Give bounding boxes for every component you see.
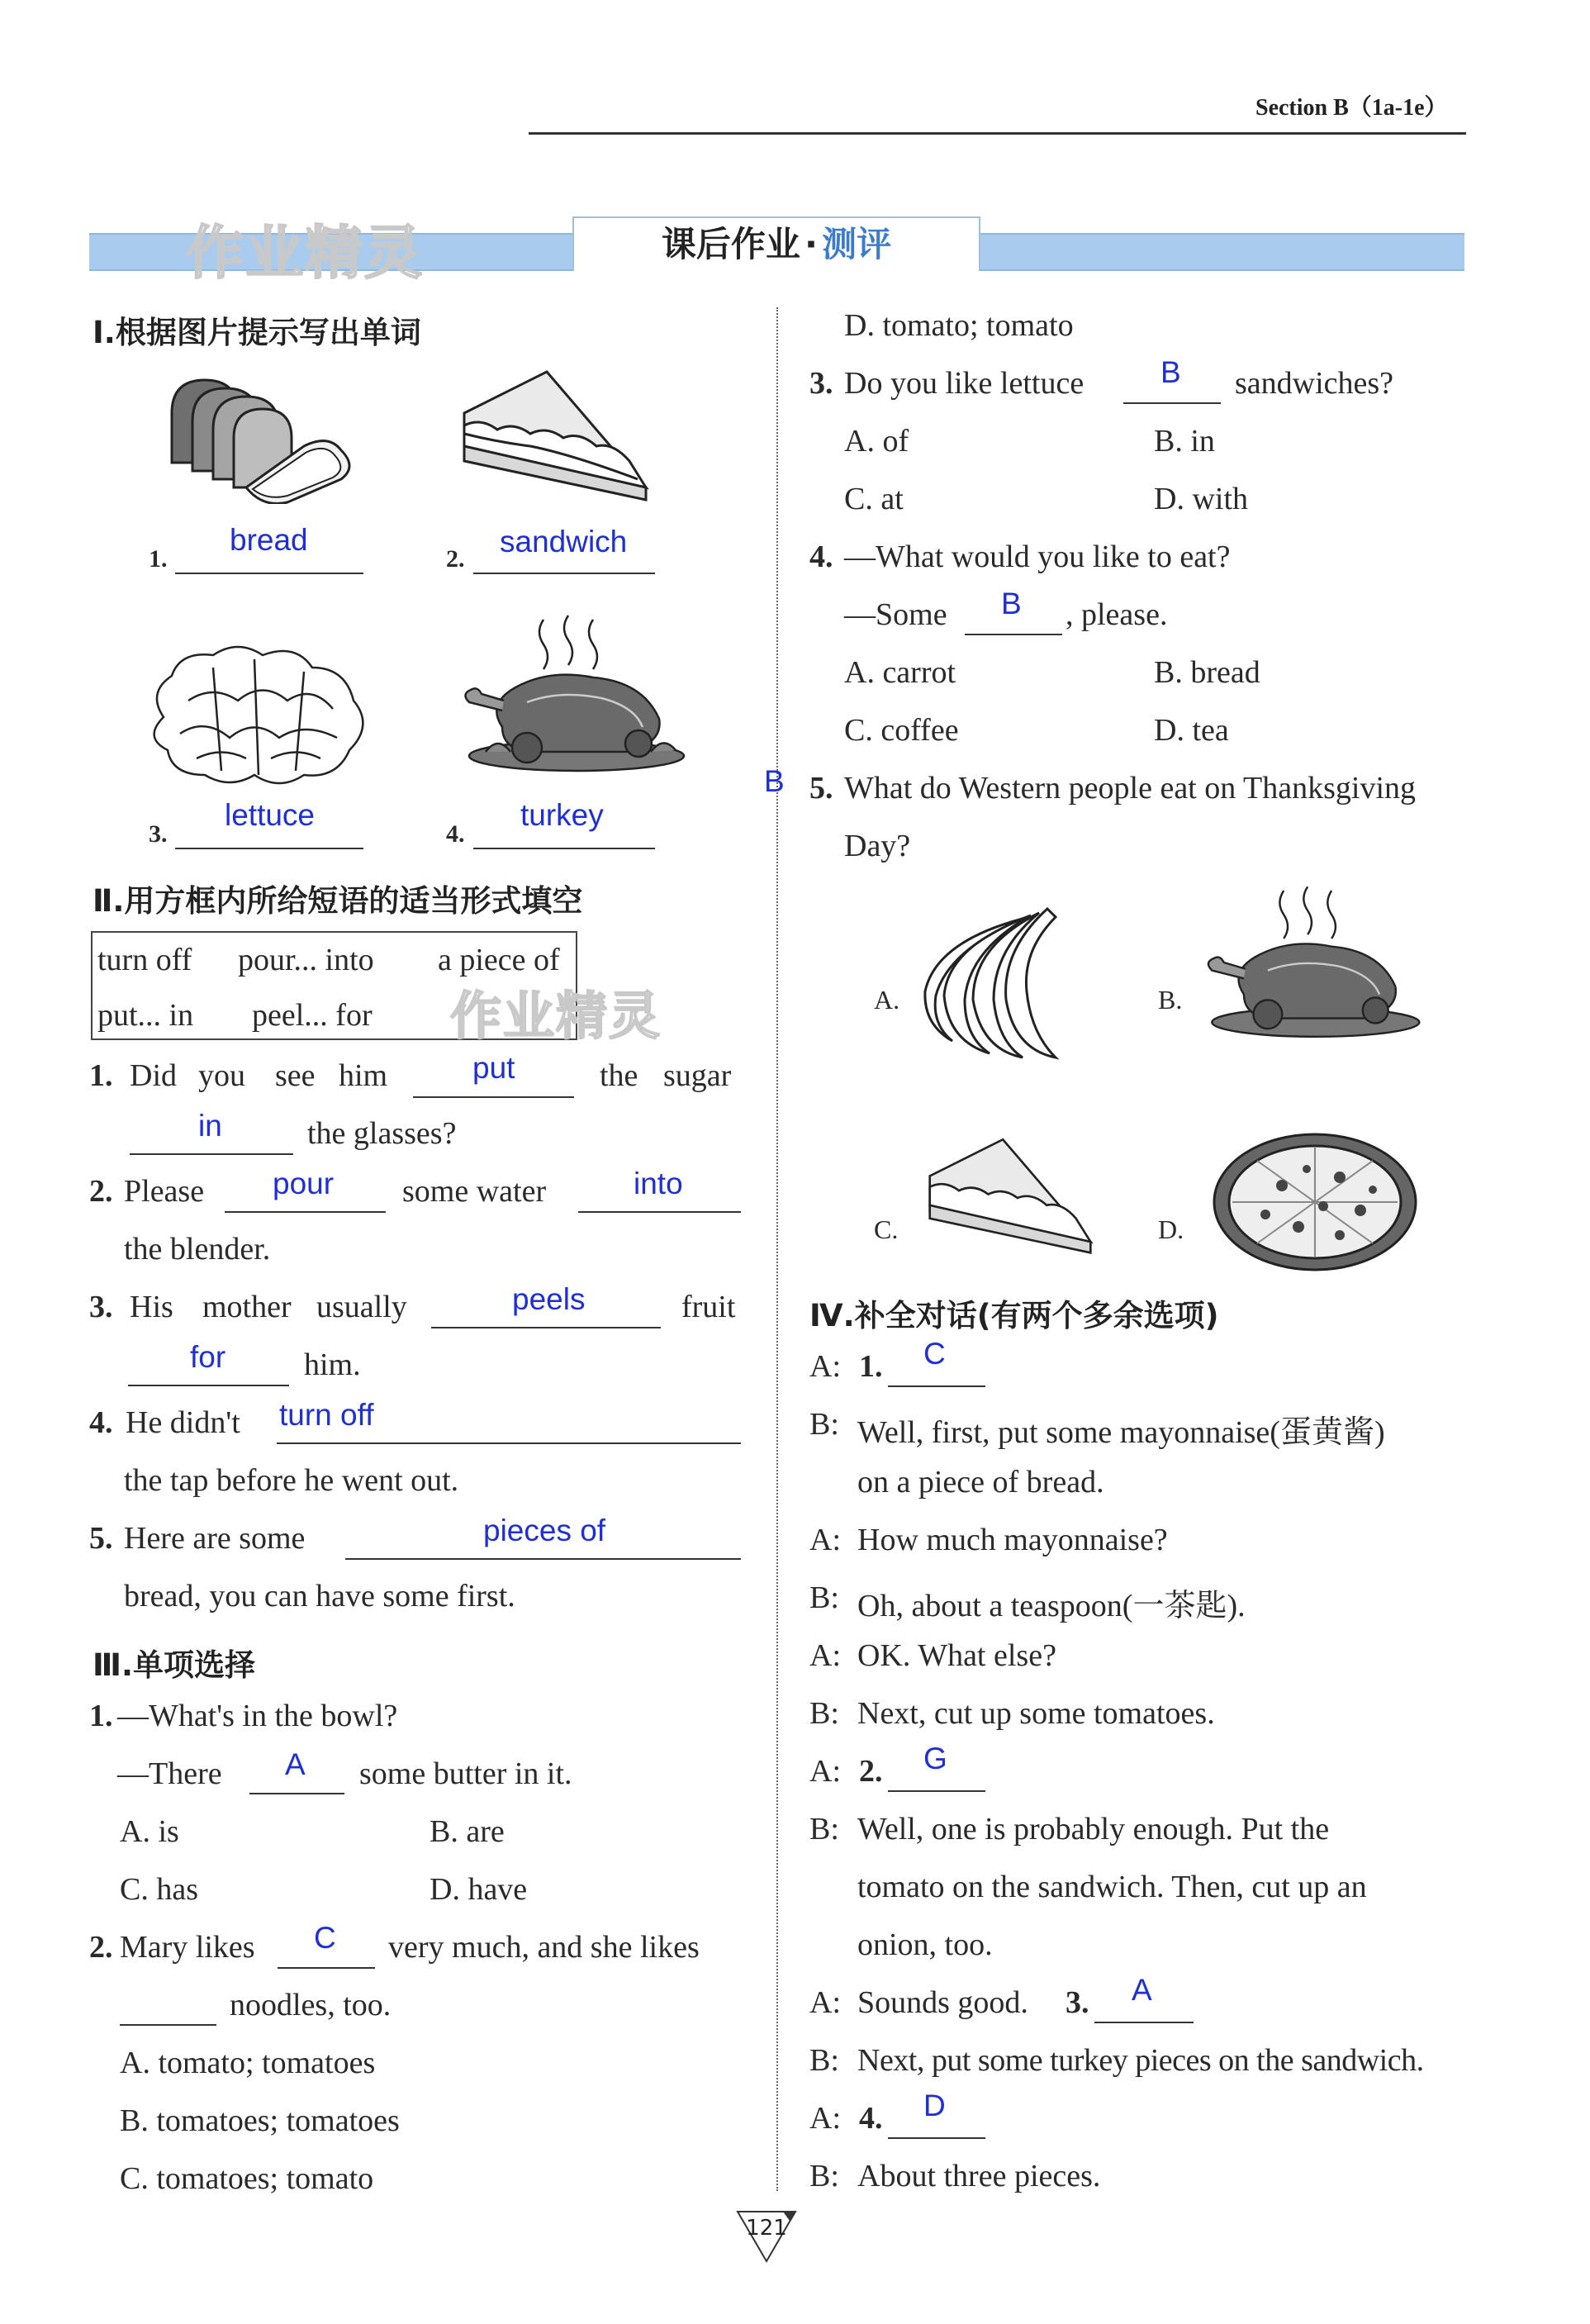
sandwich-option-icon [915,1132,1105,1264]
p3-q5-opt-d[interactable]: D. [1158,1214,1184,1244]
d14-num: 4. [859,2101,883,2136]
p3-q4-blank[interactable] [965,634,1062,635]
d3-text: on a piece of bread. [857,1465,1104,1499]
p2-q1-w7: the glasses? [307,1116,457,1151]
p3-q3-opt-b[interactable]: B. in [1154,424,1215,459]
p2-q2-blank1[interactable] [225,1211,386,1213]
p3-q3-blank[interactable] [1123,402,1221,404]
d9-text: Well, one is probably enough. Put the [857,1812,1330,1846]
p2-q5-w2: bread, you can have some first. [124,1579,515,1613]
p1-answer-1: bread [230,523,308,557]
p2-q1-w6: sugar [663,1058,732,1093]
p2-q3-w5: him. [304,1347,361,1382]
d1-blank[interactable] [888,1385,985,1387]
d12-num: 3. [1066,1985,1089,2020]
p3-q2-line2: noodles, too. [230,1988,392,2022]
p2-q3-w1: His [130,1290,173,1324]
page-number: 121 [746,2216,787,2241]
d5-speaker: B: [809,1580,839,1615]
p2-q4-w1: He didn't [126,1405,240,1440]
p3-q4-answer: B [1001,587,1022,620]
d6-speaker: A: [809,1638,841,1673]
p1-answer-4: turkey [520,798,604,832]
p3-q3-opt-a[interactable]: A. of [844,424,909,459]
p3-q4-opt-d[interactable]: D. tea [1154,713,1229,748]
phrase-put-in: put... in [97,998,194,1033]
p3-q4-opt-b[interactable]: B. bread [1154,655,1260,690]
d14-answer: D [923,2089,946,2122]
p2-q3-blank1[interactable] [431,1327,661,1328]
p3-q2-num: 2. [89,1930,113,1965]
p3-q2-blank1[interactable] [278,1967,375,1969]
d13-speaker: B: [809,2043,839,2078]
phrase-turn-off: turn off [97,943,192,977]
d2-text: Well, first, put some mayonnaise(蛋黄酱) [857,1415,1385,1450]
p2-q3-answer2: for [190,1340,226,1374]
p3-q2-answer: C [314,1921,336,1955]
d12-speaker: A: [809,1985,841,2020]
banner-dot: · [804,224,818,264]
p2-q5-num: 5. [89,1521,113,1556]
p3-q1-post: some butter in it. [359,1756,572,1791]
part1-title: Ⅰ.根据图片提示写出单词 [93,315,421,350]
section-header: Section B（1a-1e） [1255,95,1448,121]
p2-q1-w5: the [600,1058,638,1093]
d2-speaker: B: [809,1407,839,1442]
turkey-icon [453,611,692,777]
p3-q1-opt-a[interactable]: A. is [120,1814,179,1849]
p3-q1-line1: —What's in the bowl? [117,1699,398,1733]
p1-answer-3: lettuce [225,798,316,832]
p2-q1-w2: you [198,1058,245,1093]
d1-answer: C [923,1337,946,1371]
box-watermark: 作业精灵 [450,986,662,1046]
banner-title: 课后作业 [661,224,800,264]
p2-q1-answer2: in [198,1109,222,1143]
d1-num: 1. [859,1349,883,1384]
p3-q5-opt-b[interactable]: B. [1158,985,1183,1015]
phrase-peel-for: peel... for [252,998,373,1033]
d15-text: About three pieces. [857,2159,1101,2193]
p2-q2-num: 2. [89,1174,113,1209]
p3-q2-post: very much, and she likes [388,1930,700,1965]
p1-num-4: 4. [446,820,465,848]
part4-title: Ⅳ.补全对话(有两个多余选项) [809,1298,1219,1333]
p3-q2-opt-b[interactable]: B. tomatoes; tomatoes [120,2103,400,2138]
d4-speaker: A: [809,1523,841,1557]
p2-q4-num: 4. [89,1405,113,1440]
p3-q3-num: 3. [809,366,833,401]
p2-q4-answer: turn off [279,1398,374,1432]
banner-subtitle: 测评 [822,224,892,264]
p1-num-1: 1. [149,545,168,573]
d8-speaker: A: [809,1754,841,1789]
p2-q2-w2: some water [402,1174,547,1209]
p2-q1-w1: Did [130,1058,177,1093]
d12-blank[interactable] [1094,2022,1194,2023]
p2-q2-answer2: into [634,1167,683,1200]
d7-text: Next, cut up some tomatoes. [857,1696,1215,1731]
p3-q3-post: sandwiches? [1235,366,1394,401]
p1-num-3: 3. [149,820,168,848]
p3-q5-opt-c[interactable]: C. [874,1214,899,1244]
p3-q2-blank2[interactable] [120,2024,216,2026]
p3-q5-line1: What do Western people eat on Thanksgiving [844,771,1417,806]
p2-q1-num: 1. [89,1058,113,1093]
d12-text: Sounds good. [857,1985,1028,2020]
p3-q2-opt-c[interactable]: C. tomatoes; tomato [120,2161,374,2196]
pizza-icon [1208,1128,1422,1276]
p2-q5-answer: pieces of [483,1514,606,1547]
part2-title: Ⅱ.用方框内所给短语的适当形式填空 [93,883,583,919]
p1-answer-2: sandwich [500,525,628,558]
p3-q4-line1: —What would you like to eat? [844,539,1231,574]
p1-blank-3[interactable] [175,848,363,849]
p3-q5-answer: B [764,764,785,798]
column-divider [776,307,778,2191]
p2-q3-num: 3. [89,1290,113,1324]
p3-q5-line2: Day? [844,829,911,863]
p3-q1-answer: A [285,1747,306,1781]
p1-num-2: 2. [446,545,465,573]
p2-q3-answer1: peels [512,1282,586,1316]
part3-title: Ⅲ.单项选择 [93,1647,256,1683]
p1-blank-2[interactable] [473,573,655,574]
p2-q3-blank2[interactable] [128,1385,289,1386]
p2-q1-w3: see [275,1058,316,1093]
p2-q5-blank[interactable] [345,1558,741,1560]
p3-q4-pre: —Some [844,597,947,632]
d11-text: onion, too. [857,1927,993,1962]
d10-text: tomato on the sandwich. Then, cut up an [857,1870,1367,1904]
p2-q2-blank2[interactable] [578,1211,741,1213]
p2-q4-blank[interactable] [277,1442,741,1444]
d14-blank[interactable] [888,2137,985,2139]
d5-text: Oh, about a teaspoon(一茶匙). [857,1589,1246,1623]
p2-q3-w2: mother [202,1290,292,1324]
d4-text: How much mayonnaise? [857,1523,1168,1557]
p3-q4-num: 4. [809,539,833,574]
p1-blank-1[interactable] [175,573,363,574]
p2-q1-blank2[interactable] [130,1153,293,1155]
lettuce-icon [139,634,378,791]
p2-q1-w4: him [339,1058,388,1093]
banner-watermark: 作业精灵 [186,219,424,287]
phrase-a-piece-of: a piece of [438,943,560,977]
p2-q2-w1: Please [124,1174,205,1209]
sandwich-icon [448,364,662,512]
p3-q4-post: , please. [1066,597,1168,632]
d8-num: 2. [859,1754,883,1789]
p2-q3-w3: usually [316,1290,407,1324]
p3-q1-pre: —There [117,1756,222,1791]
p3-q5-opt-a[interactable]: A. [874,985,900,1015]
p3-q1-opt-b[interactable]: B. are [430,1814,505,1849]
p3-q2-opt-d[interactable]: D. tomato; tomato [844,308,1074,343]
header-rule [529,132,1466,135]
p3-q1-opt-c[interactable]: C. has [120,1872,198,1907]
banana-icon [923,901,1072,1066]
p2-q2-w3: the blender. [124,1232,271,1267]
d12-answer: A [1132,1973,1152,2007]
p3-q5-num: 5. [809,771,833,806]
d14-speaker: A: [809,2101,841,2136]
p3-q3-opt-d[interactable]: D. with [1154,482,1248,516]
p3-q1-opt-d[interactable]: D. have [430,1872,528,1907]
p2-q1-blank1[interactable] [413,1096,574,1098]
banner-title-box [572,216,980,271]
p1-blank-4[interactable] [473,848,655,849]
turkey-option-icon [1196,880,1427,1045]
p2-q3-w4: fruit [681,1290,736,1324]
p3-q1-num: 1. [89,1699,113,1733]
d13-text: Next, put some turkey pieces on the sandwich. [857,2043,1424,2078]
d6-text: OK. What else? [857,1638,1056,1673]
d1-speaker: A: [809,1349,841,1384]
p2-q2-answer1: pour [273,1167,335,1200]
p3-q3-opt-c[interactable]: C. at [844,482,904,516]
d15-speaker: B: [809,2159,839,2193]
phrase-pour-into: pour... into [238,943,374,977]
d9-speaker: B: [809,1812,839,1846]
p3-q4-opt-c[interactable]: C. coffee [844,713,959,748]
d8-blank[interactable] [888,1790,985,1792]
bread-icon [164,364,362,504]
p2-q5-w1: Here are some [124,1521,306,1556]
p3-q3-answer: B [1160,355,1181,389]
p2-q4-w2: the tap before he went out. [124,1463,459,1498]
p3-q3-pre: Do you like lettuce [844,366,1085,401]
p3-q1-blank[interactable] [249,1793,344,1794]
d8-answer: G [923,1742,947,1775]
p2-q1-answer1: put [472,1051,515,1085]
p3-q2-pre: Mary likes [120,1930,255,1965]
p3-q2-opt-a[interactable]: A. tomato; tomatoes [120,2046,376,2080]
d7-speaker: B: [809,1696,839,1731]
p3-q4-opt-a[interactable]: A. carrot [844,655,956,690]
